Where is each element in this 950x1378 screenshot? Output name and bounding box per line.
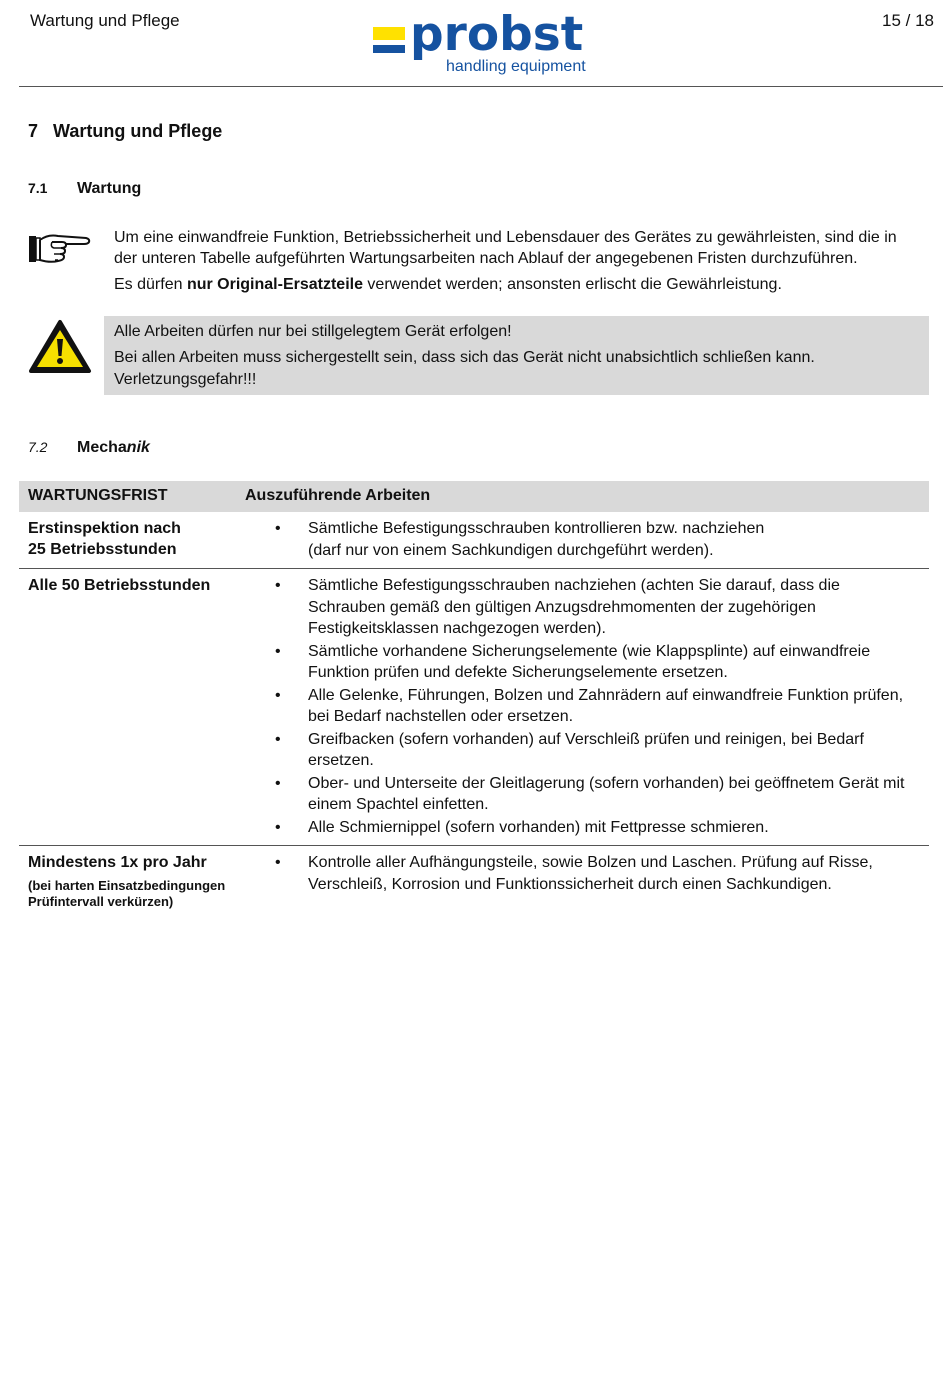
interval-cell xyxy=(28,852,238,910)
task-item: • Kontrolle aller Aufhängungsteile, sowie Bolzen und Laschen. Prüfung auf Risse, Verschleiß, Korrosion und Funktionssicherheit durch einen Sachkundigen. xyxy=(275,852,915,895)
task-item: • Sämtliche Befestigungsschrauben nachziehen (achten Sie darauf, dass die Schrauben gemäß den gültigen Anzugsdrehmomenten der zugehörigen Festigkeitsklassen nachgezogen werden). xyxy=(275,575,915,640)
pointing-hand-icon xyxy=(28,230,92,273)
logo-yellow-bar xyxy=(373,27,405,40)
task-item: • Sämtliche vorhandene Sicherungselemente (wie Klappsplinte) auf einwandfreie Funktion prüfen und defekte Sicherungselemente ersetzen. xyxy=(275,641,915,684)
table-row xyxy=(19,846,929,916)
table-row xyxy=(19,512,929,569)
page-number: 15 / 18 xyxy=(882,11,934,30)
warning-line-1: Alle Arbeiten dürfen nur bei stillgelegtem Gerät erfolgen! xyxy=(114,323,512,340)
section-number: 7.1 xyxy=(28,180,48,196)
maintenance-table xyxy=(19,481,929,916)
tasks-cell xyxy=(275,512,915,568)
spare-parts-note-pre: Es dürfen xyxy=(114,276,187,293)
interval-text: Alle 50 Betriebsstunden xyxy=(28,577,211,594)
section-number: 7.2 xyxy=(28,439,48,455)
task-item: • Alle Gelenke, Führungen, Bolzen und Zahnrädern auf einwandfreie Funktion prüfen, bei Bedarf nachstellen oder ersetzen. xyxy=(275,685,915,728)
table-header xyxy=(19,481,929,512)
warning-box xyxy=(104,316,929,395)
header-divider xyxy=(19,86,943,87)
tasks-cell xyxy=(275,569,915,845)
task-item: • Sämtliche Befestigungsschrauben kontrollieren bzw. nachziehen (darf nur von einem Sachkundigen durchgeführt werden). xyxy=(275,518,915,561)
column-header-interval: WARTUNGSFRIST xyxy=(28,487,168,504)
logo-blue-bar xyxy=(373,45,405,53)
interval-note: (bei harten Einsatzbedingungen Prüfintervall verkürzen) xyxy=(28,878,226,909)
header-section-title: Wartung und Pflege xyxy=(30,11,180,30)
chapter-number: 7 xyxy=(28,121,39,141)
task-item: • Ober- und Unterseite der Gleitlagerung (sofern vorhanden) bei geöffnetem Gerät mit einem Spachtel einfetten. xyxy=(275,773,915,816)
interval-text: 25 Betriebsstunden xyxy=(28,541,177,558)
chapter-heading xyxy=(28,121,222,142)
spare-parts-note xyxy=(114,274,924,295)
interval-text: Erstinspektion nach xyxy=(28,520,181,537)
chapter-title: Wartung und Pflege xyxy=(53,121,223,141)
column-header-tasks: Auszuführende Arbeiten xyxy=(245,487,431,504)
logo-tagline: handling equipment xyxy=(446,58,586,75)
section-heading-mechanik xyxy=(28,439,150,457)
section-title-part-1: Mecha xyxy=(77,439,127,456)
warning-line-2: Bei allen Arbeiten muss sichergestellt sein, dass sich das Gerät nicht unabsichtlich schließen kann. xyxy=(114,349,815,366)
task-item: • Alle Schmiernippel (sofern vorhanden) mit Fettpresse schmieren. xyxy=(275,817,915,839)
spare-parts-note-post: verwendet werden; ansonsten erlischt die Gewährleistung. xyxy=(362,276,782,293)
interval-text: Mindestens 1x pro Jahr xyxy=(28,854,207,871)
table-row xyxy=(19,569,929,846)
warning-line-3: Verletzungsgefahr!!! xyxy=(114,371,257,388)
warning-triangle-icon xyxy=(28,319,92,380)
section-heading-wartung xyxy=(28,180,141,198)
probst-logo xyxy=(372,7,598,79)
section-title: Wartung xyxy=(77,180,142,197)
section-title-part-2: nik xyxy=(126,439,150,456)
maintenance-intro-text: Um eine einwandfreie Funktion, Betriebssicherheit und Lebensdauer des Gerätes zu gewährleisten, sind die in der unteren Tabelle aufgeführten Wartungsarbeiten nach Ablauf der angegebenen Fristen durchzuführen. xyxy=(114,229,897,267)
tasks-cell xyxy=(275,846,915,916)
interval-cell xyxy=(28,575,238,596)
logo-wordmark: probst xyxy=(410,7,584,62)
interval-cell xyxy=(28,518,238,560)
task-item: • Greifbacken (sofern vorhanden) auf Verschleiß prüfen und reinigen, bei Bedarf ersetzen. xyxy=(275,729,915,772)
spare-parts-note-bold: nur Original-Ersatzteile xyxy=(186,276,363,293)
